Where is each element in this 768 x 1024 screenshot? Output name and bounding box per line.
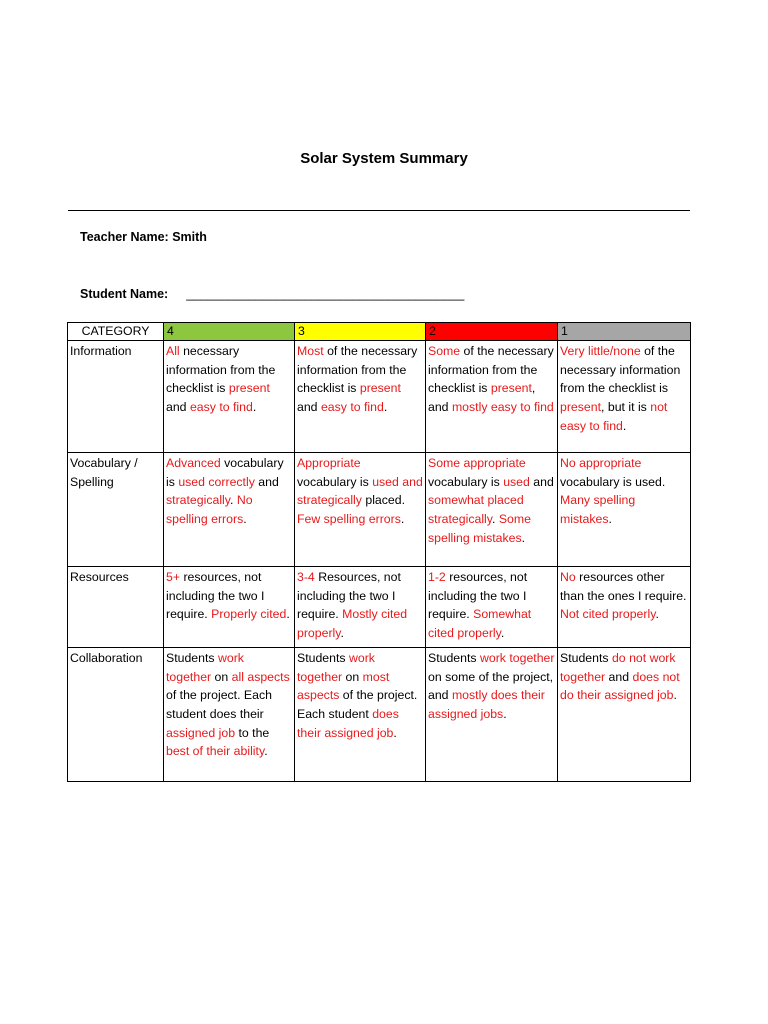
criteria-text: of the necessary information from the checklist is xyxy=(428,344,554,396)
criteria-cell xyxy=(295,453,426,567)
highlight-text: mostly easy to find xyxy=(451,400,554,415)
criteria-text: . xyxy=(622,418,627,433)
highlight-text: easy to find xyxy=(189,400,253,415)
criteria-text: vocabulary is xyxy=(166,456,284,489)
criteria-cell xyxy=(164,453,295,567)
criteria-text: of the necessary information from the checklist is xyxy=(297,344,418,396)
criteria-text: necessary information from the checklist is xyxy=(166,344,276,396)
rubric-table xyxy=(67,322,691,782)
page-title: Solar System Summary xyxy=(300,150,468,167)
criteria-text: of the project. Each student xyxy=(297,688,418,721)
criteria-text: . xyxy=(230,493,237,508)
criteria-text: and xyxy=(254,474,279,489)
highlight-text: not easy to find xyxy=(560,400,668,433)
highlight-text: does their assigned job xyxy=(297,706,399,740)
highlight-text: No xyxy=(560,570,576,584)
highlight-text: does not do their assigned job xyxy=(560,669,680,703)
rubric-row-resources xyxy=(68,567,691,648)
highlight-text: Some xyxy=(428,344,461,358)
criteria-cell xyxy=(558,647,691,781)
criteria-text: . xyxy=(286,607,290,622)
criteria-text: of the necessary information from the checklist is xyxy=(560,344,681,396)
highlight-text: assigned job xyxy=(166,725,236,740)
criteria-text: . xyxy=(243,512,247,527)
criteria-text: . xyxy=(673,688,677,703)
criteria-text: . xyxy=(393,725,397,740)
title-divider xyxy=(68,210,690,211)
highlight-text: 3-4 xyxy=(297,570,315,584)
category-cell: Collaboration xyxy=(68,647,164,781)
highlight-text: Properly cited xyxy=(211,607,287,622)
highlight-text: Mostly cited properly xyxy=(297,607,408,641)
criteria-cell xyxy=(295,567,426,648)
criteria-text: placed. xyxy=(361,493,406,508)
highlight-text: Advanced xyxy=(166,456,221,470)
criteria-text: . xyxy=(492,512,499,527)
criteria-text: . xyxy=(503,706,507,721)
highlight-text: Some appropriate xyxy=(428,456,526,470)
criteria-text: on some of the project, and xyxy=(428,669,554,703)
highlight-text: strategically xyxy=(166,493,231,508)
criteria-cell xyxy=(426,341,558,453)
criteria-text: . xyxy=(655,607,659,622)
criteria-text: , and xyxy=(428,381,536,415)
criteria-text: , but it is xyxy=(601,400,651,415)
header-level-2: 2 xyxy=(426,323,558,341)
criteria-cell xyxy=(426,567,558,648)
criteria-cell xyxy=(558,567,691,648)
criteria-text: to the xyxy=(235,725,270,740)
rubric-header-row xyxy=(68,323,691,341)
teacher-name-value: Smith xyxy=(172,230,207,244)
highlight-text: used correctly xyxy=(178,474,255,489)
criteria-text: of the project. Each student does their xyxy=(166,688,272,721)
category-cell: Vocabulary / Spelling xyxy=(68,453,164,567)
highlight-text: present xyxy=(490,381,532,396)
criteria-text: . xyxy=(264,744,268,759)
criteria-text: Students xyxy=(297,650,349,665)
header-level-3: 3 xyxy=(295,323,426,341)
criteria-text: . xyxy=(340,626,344,641)
highlight-text: used and strategically xyxy=(297,474,423,508)
header-level-1: 1 xyxy=(558,323,691,341)
highlight-text: Few spelling errors xyxy=(297,512,401,527)
criteria-cell xyxy=(164,341,295,453)
criteria-text: vocabulary is used. xyxy=(560,474,666,489)
criteria-text: . xyxy=(521,530,526,545)
highlight-text: work together xyxy=(479,650,555,665)
category-cell: Information xyxy=(68,341,164,453)
highlight-text: somewhat placed strategically xyxy=(428,493,524,527)
highlight-text: best of their ability xyxy=(166,744,265,759)
highlight-text: Not cited properly xyxy=(560,607,656,622)
criteria-text: . xyxy=(252,400,257,415)
highlight-text: mostly does their assigned jobs xyxy=(428,688,545,721)
highlight-text: used xyxy=(503,474,530,489)
criteria-text: . xyxy=(500,626,505,641)
criteria-text: and xyxy=(529,474,554,489)
highlight-text: easy to find xyxy=(320,400,384,415)
criteria-text: vocabulary is xyxy=(428,474,504,489)
highlight-text: most aspects xyxy=(297,669,390,703)
student-name-blank: ________________________________________ xyxy=(186,287,465,301)
student-name-line xyxy=(80,287,464,301)
criteria-text: . xyxy=(383,400,388,415)
criteria-cell xyxy=(295,341,426,453)
criteria-text: Students xyxy=(428,650,480,665)
highlight-text: All xyxy=(166,344,180,358)
criteria-text: Students xyxy=(166,650,218,665)
highlight-text: work together xyxy=(166,650,244,684)
criteria-cell xyxy=(164,647,295,781)
highlight-text: present xyxy=(228,381,270,396)
header-category: CATEGORY xyxy=(68,323,164,341)
criteria-text: Resources, not including the two I require. xyxy=(297,570,401,622)
criteria-cell xyxy=(558,453,691,567)
highlight-text: present xyxy=(560,400,602,415)
highlight-text: Most xyxy=(297,344,324,358)
criteria-text: Students xyxy=(560,650,612,665)
criteria-text: and xyxy=(297,400,321,415)
highlight-text: 5+ xyxy=(166,570,181,584)
criteria-cell xyxy=(558,341,691,453)
criteria-text: on xyxy=(211,669,232,684)
highlight-text: present xyxy=(359,381,401,396)
criteria-text: and xyxy=(166,400,190,415)
criteria-text: . xyxy=(608,512,612,527)
highlight-text: Somewhat cited properly xyxy=(428,607,532,641)
highlight-text: Appropriate xyxy=(297,456,361,470)
criteria-text: on xyxy=(342,669,363,684)
criteria-text: resources, not including the two I require. xyxy=(166,570,265,622)
criteria-text: resources other than the ones I require. xyxy=(560,570,687,603)
criteria-text: resources, not including the two I require. xyxy=(428,570,528,622)
criteria-text: and xyxy=(605,669,633,684)
criteria-cell xyxy=(164,567,295,648)
rubric-row-collaboration xyxy=(68,647,691,781)
teacher-name-label: Teacher Name: xyxy=(80,230,169,244)
header-level-4: 4 xyxy=(164,323,295,341)
criteria-cell xyxy=(426,453,558,567)
category-cell: Resources xyxy=(68,567,164,648)
rubric-row-information xyxy=(68,341,691,453)
criteria-cell xyxy=(295,647,426,781)
highlight-text: 1-2 xyxy=(428,570,446,584)
highlight-text: No spelling errors xyxy=(166,493,253,527)
highlight-text: Some spelling mistakes xyxy=(428,512,531,545)
criteria-text: vocabulary is xyxy=(297,474,373,489)
teacher-name-line xyxy=(80,230,207,244)
highlight-text: No appropriate xyxy=(560,456,642,470)
highlight-text: do not work together xyxy=(560,650,676,684)
highlight-text: all aspects xyxy=(231,669,290,684)
highlight-text: Many spelling mistakes xyxy=(560,493,636,527)
criteria-text: . xyxy=(400,512,405,527)
criteria-cell xyxy=(426,647,558,781)
highlight-text: Very little/none xyxy=(560,344,641,358)
rubric-row-vocabulary xyxy=(68,453,691,567)
student-name-label: Student Name: xyxy=(80,287,169,301)
highlight-text: work together xyxy=(297,650,375,684)
